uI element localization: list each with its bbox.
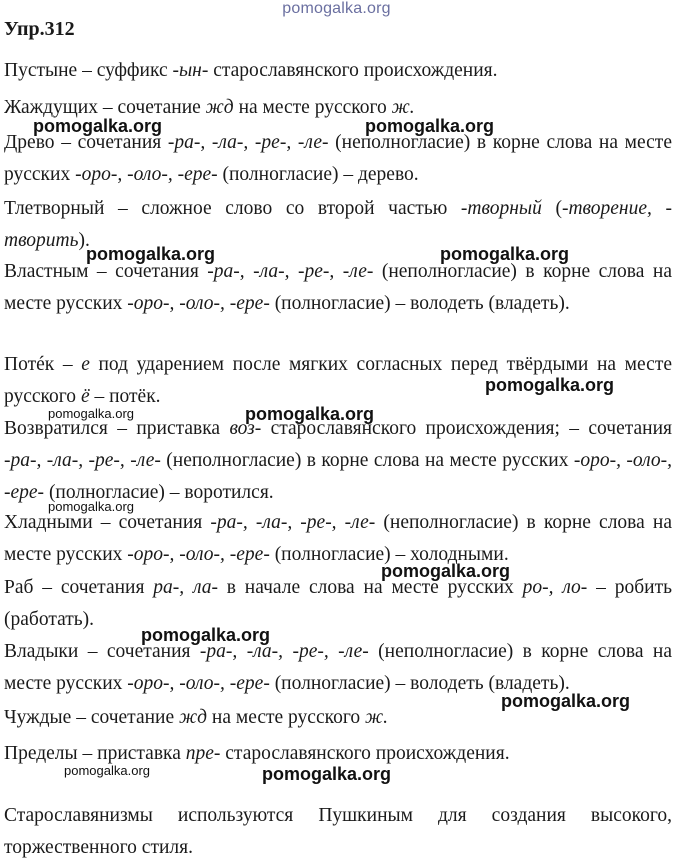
text-run: (неполногласие) в корне слова на месте русских (4, 512, 672, 565)
watermark: pomogalka.org (48, 406, 134, 421)
text-run: на месте русского (207, 707, 365, 728)
italic-term: -ра-, -ла-, -ре-, -ле- (207, 261, 374, 282)
text-run: (полногласие) – воротился. (44, 482, 274, 503)
italic-term: -оро-, -оло-, -ере- (127, 673, 270, 694)
watermark: pomogalka.org (501, 691, 631, 711)
watermark: pomogalka.org (86, 244, 216, 264)
watermark: pomogalka.org (33, 116, 163, 136)
text-run: Древо – сочетания (4, 132, 168, 153)
text-run: старославянского происхождения. (208, 60, 498, 81)
exercise-title: Упр.312 (4, 18, 75, 40)
text-run: Возвратился – приставка (4, 418, 230, 439)
italic-term: ё (80, 386, 90, 407)
text-run: Старославянизмы используются Пушкиным для создания высокого, торжественного стиля. (4, 805, 672, 858)
paragraph-conclusion (4, 800, 672, 864)
watermark: pomogalka.org (141, 625, 271, 645)
text-run: (полногласие) – холодными. (269, 544, 509, 565)
top-watermark: pomogalka.org (282, 0, 391, 17)
italic-term: -ра-, -ла-, -ре-, -ле- (167, 132, 329, 153)
watermark: pomogalka.org (440, 244, 570, 264)
italic-term: ро-, ло- (522, 577, 588, 598)
watermark: pomogalka.org (262, 764, 392, 784)
text-run: под ударением после мягких согласных перед твёрдыми на месте русского (4, 354, 672, 407)
italic-term: ж. (391, 97, 415, 118)
italic-term: -творный (460, 198, 542, 219)
watermark: pomogalka.org (64, 763, 150, 778)
text-run: в начале слова на месте русских (217, 577, 523, 598)
text-run: Владыки – сочетания (4, 641, 200, 662)
text-run: на месте русского (233, 97, 392, 118)
text-run: Властным – сочетания (4, 261, 208, 282)
watermark: pomogalka.org (381, 561, 511, 581)
text-run: Чуждые – сочетание (4, 707, 179, 728)
watermark: pomogalka.org (485, 375, 615, 395)
text-run: – робить (работать). (4, 577, 672, 630)
text-run: (неполногласие) в корне слова на месте русских (4, 261, 672, 314)
watermark: pomogalka.org (48, 499, 134, 514)
text-run: Пределы – приставка (4, 743, 186, 764)
paragraph-vozvratilsya (4, 413, 672, 509)
italic-term: -оро-, -оло-, -ере- (75, 164, 218, 185)
text-run: (неполногласие) в корне слова на месте русских (4, 132, 672, 185)
text-run: ( (541, 198, 562, 219)
text-run: Хладными – сочетания (4, 512, 211, 533)
text-run: (неполногласие) в корне слова на месте русских (160, 450, 574, 471)
text-run: старославянского происхождения. (220, 743, 510, 764)
italic-term: пре- (185, 743, 221, 764)
text-run: Тлетворный – сложное слово со второй частью (4, 198, 461, 219)
paragraph-pustyne (4, 55, 672, 87)
italic-term: -оро-, -оло-, -ере- (127, 293, 270, 314)
italic-term: е (81, 354, 90, 375)
text-run: Раб – сочетания (4, 577, 154, 598)
italic-term: -ра-, -ла-, -ре-, -ле- (4, 450, 161, 471)
italic-term: ж. (364, 707, 388, 728)
italic-term: -творение, - творить (4, 198, 673, 251)
italic-term: жд (179, 707, 208, 728)
text-run: Потéк – (4, 354, 82, 375)
watermark: pomogalka.org (365, 116, 495, 136)
watermark: pomogalka.org (245, 404, 375, 424)
italic-term: -оро-, -оло-, -ере- (4, 450, 673, 503)
italic-term: -ын- (172, 60, 209, 81)
italic-term: ра-, ла- (153, 577, 218, 598)
text-run: (полногласие) – дерево. (217, 164, 419, 185)
paragraph-vlastnym (4, 256, 672, 320)
italic-term: воз- (229, 418, 262, 439)
text-run: – потёк. (89, 386, 161, 407)
text-run: ). (78, 230, 90, 251)
text-run: старославянского происхождения; – сочетания (261, 418, 672, 439)
text-run: (полногласие) – володеть (владеть). (269, 293, 570, 314)
text-run: Жаждущих – сочетание (4, 97, 206, 118)
text-run: (неполногласие) в корне слова на месте русских (4, 641, 672, 694)
italic-term: -ра-, -ла-, -ре-, -ле- (199, 641, 369, 662)
paragraph-khladnymi (4, 507, 672, 571)
italic-term: -ра-, -ла-, -ре-, -ле- (210, 512, 376, 533)
text-run: Пустыне – суффикс (4, 60, 173, 81)
paragraph-rab (4, 572, 672, 636)
text-run: (полногласие) – володеть (владеть). (269, 673, 570, 694)
italic-term: жд (205, 97, 234, 118)
italic-term: -оро-, -оло-, -ере- (127, 544, 270, 565)
